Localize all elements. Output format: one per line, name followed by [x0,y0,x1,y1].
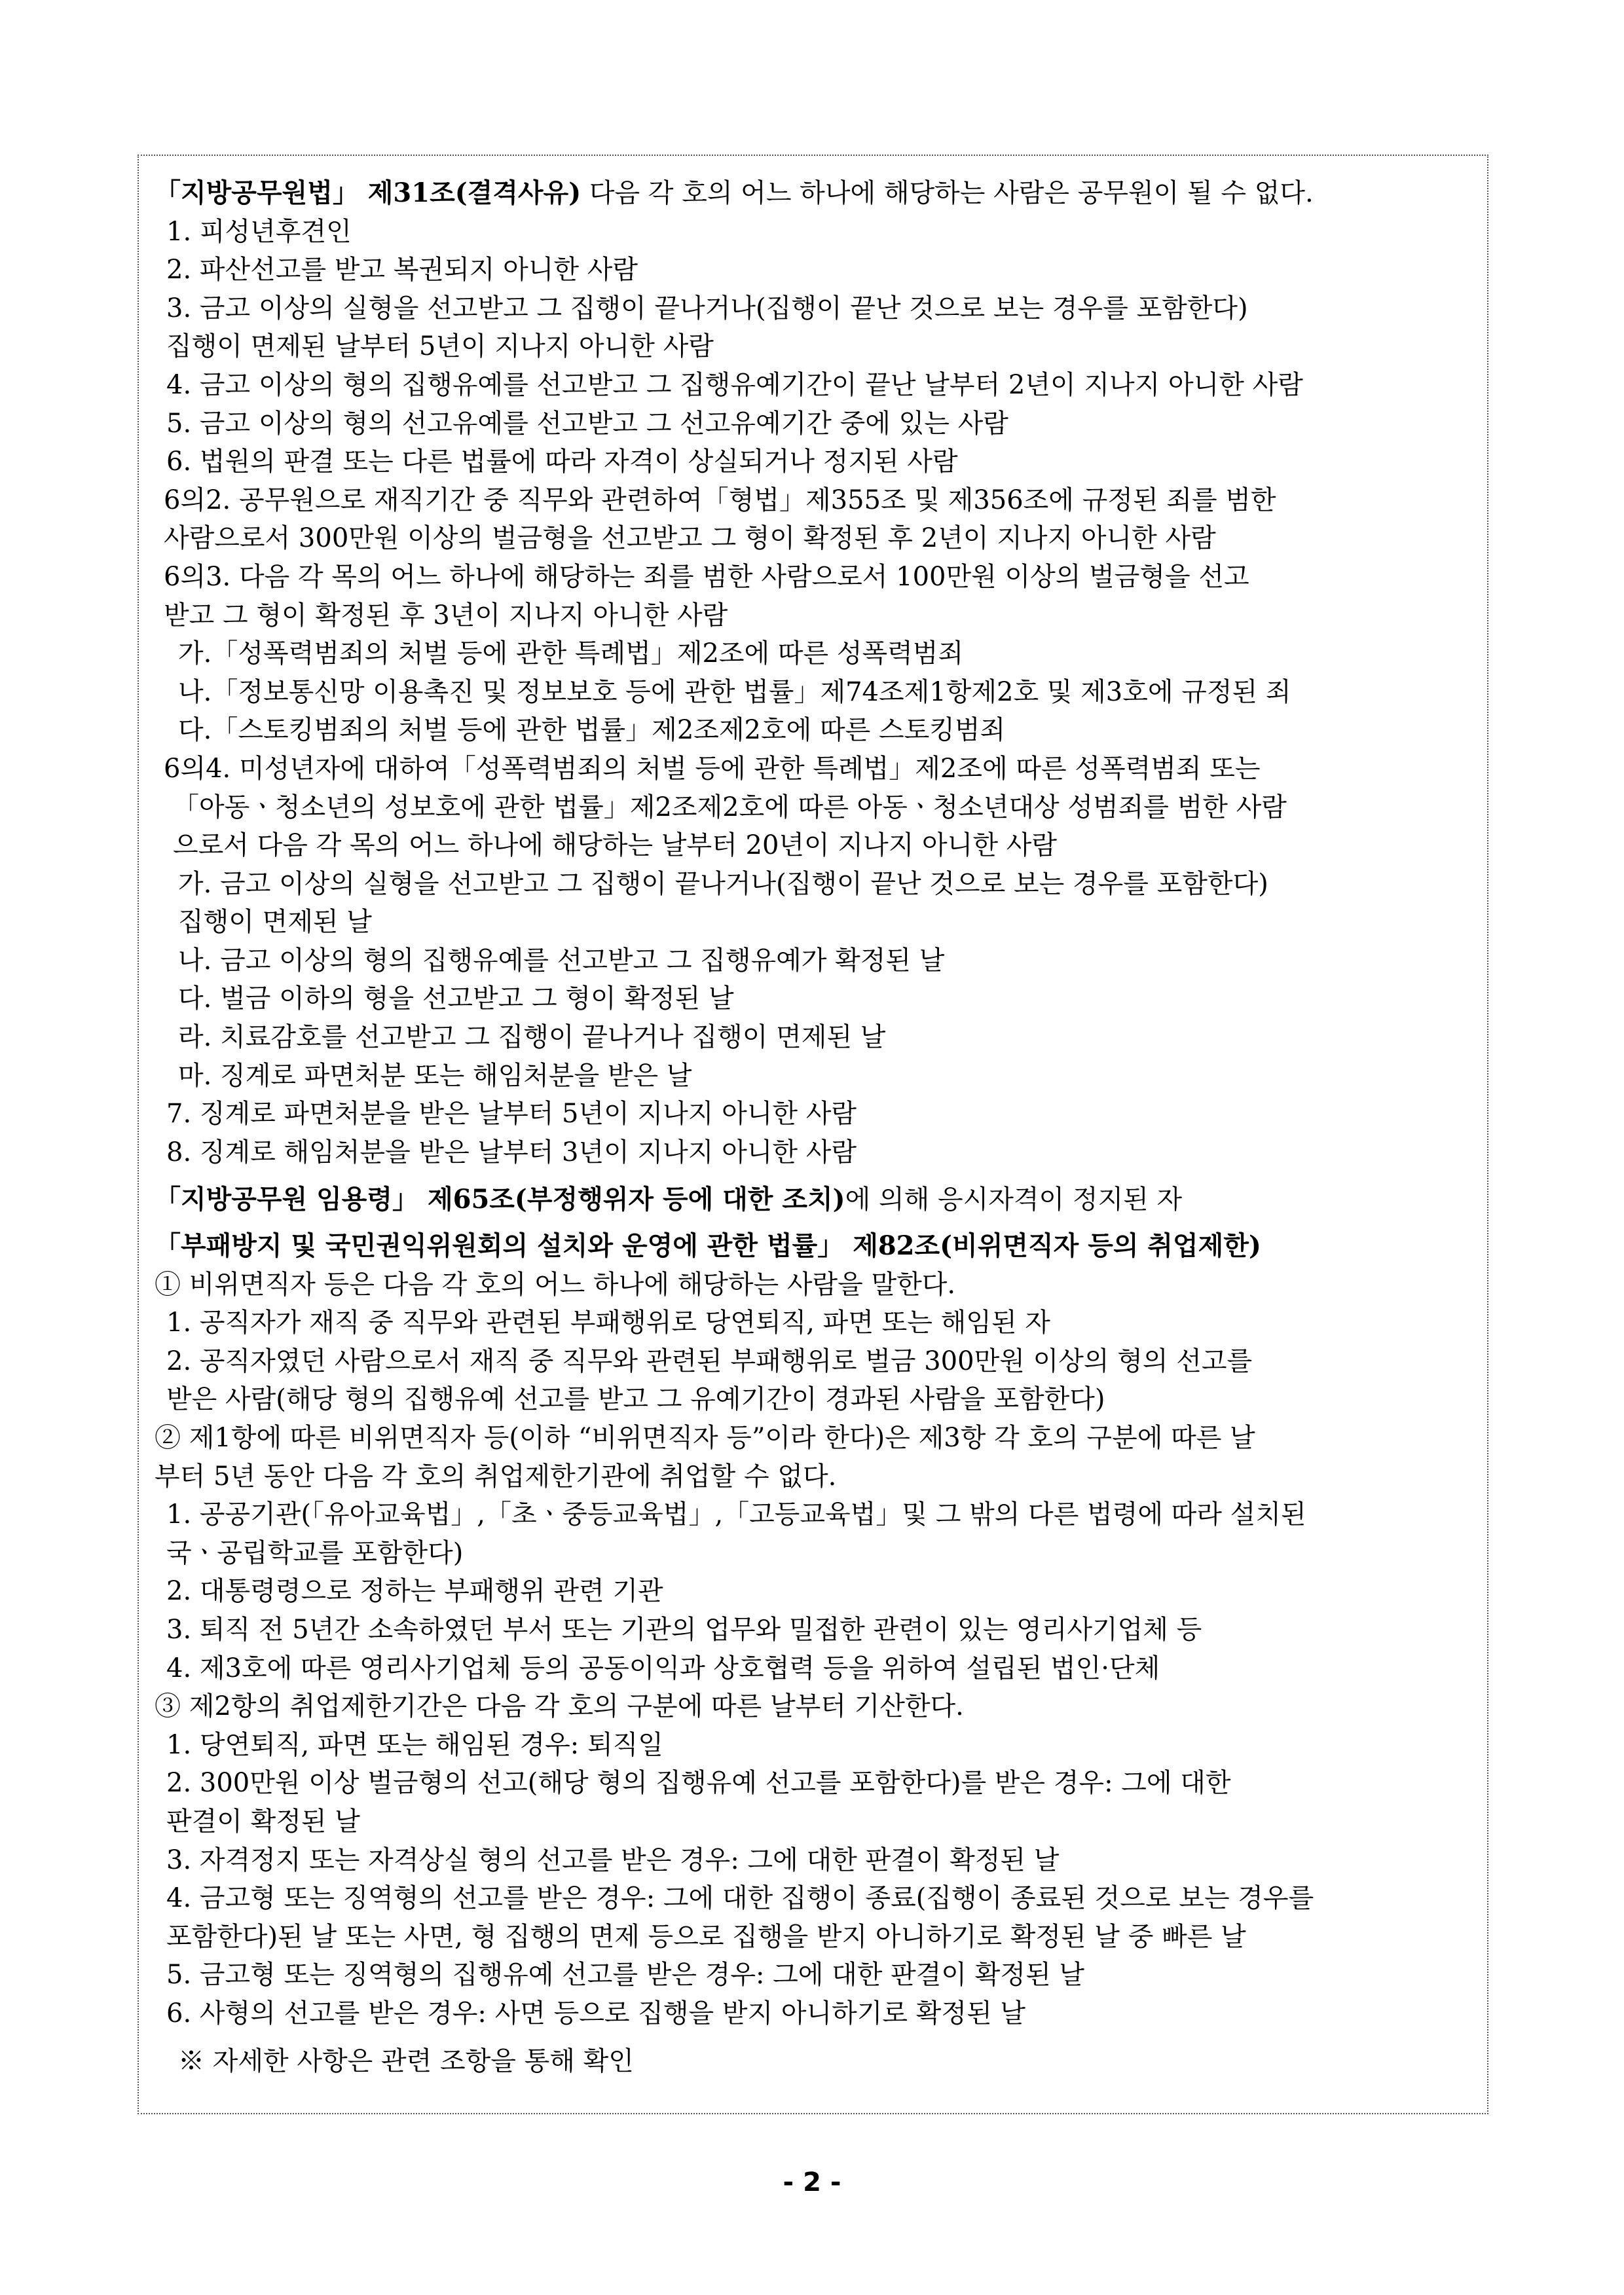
heading-bold-text: 「지방공무원법」 제31조(결격사유) [155,177,581,208]
paragraph-item: 부터 5년 동안 다음 각 호의 취업제한기관에 취업할 수 없다. [155,1461,837,1492]
list-item: 3. 금고 이상의 실형을 선고받고 그 집행이 끝나거나(집행이 끝난 것으로 보는 경우를 포함한다) [166,293,1248,323]
list-item: 6의3. 다음 각 목의 어느 하나에 해당하는 죄를 범한 사람으로서 100만원 이상의 벌금형을 선고 [164,561,1249,592]
list-item: 사람으로서 300만원 이상의 벌금형을 선고받고 그 형이 확정된 후 2년이 지나지 아니한 사람 [164,523,1216,554]
paragraph-item: ① 비위면직자 등은 다음 각 호의 어느 하나에 해당하는 사람을 말한다. [155,1269,956,1300]
list-item: 집행이 면제된 날부터 5년이 지나지 아니한 사람 [166,331,714,362]
sub-list-item: 라. 치료감호를 선고받고 그 집행이 끝나거나 집행이 면제된 날 [178,1022,886,1053]
list-item: 4. 제3호에 따른 영리사기업체 등의 공동이익과 상호협력 등을 위하여 설립된 법인·단체 [166,1653,1160,1683]
heading-rest-text: 에 의해 응시자격이 정지된 자 [845,1184,1183,1215]
list-item: 6. 법원의 판결 또는 다른 법률에 따라 자격이 상실되거나 정지된 사람 [166,447,958,477]
sub-list-item: 다. 벌금 이하의 형을 선고받고 그 형이 확정된 날 [178,983,734,1014]
paragraph-item: ③ 제2항의 취업제한기간은 다음 각 호의 구분에 따른 날부터 기산한다. [155,1691,964,1722]
section-heading-anti-corruption-act: 「부패방지 및 국민권익위원회의 설치와 운영에 관한 법률」 제82조(비위면직자 등의 취업제한) [155,1230,1261,1262]
list-item: 2. 공직자였던 사람으로서 재직 중 직무와 관련된 부패행위로 벌금 300만원 이상의 형의 선고를 [166,1346,1253,1376]
list-item: 1. 공직자가 재직 중 직무와 관련된 부패행위로 당연퇴직, 파면 또는 해임된 자 [166,1308,1050,1338]
document-box [138,155,1488,2114]
page-number: - 2 - [783,2167,841,2197]
list-item: 2. 300만원 이상 벌금형의 선고(해당 형의 집행유예 선고를 포함한다)를 받은 경우: 그에 대한 [166,1768,1231,1799]
list-item: 포함한다)된 날 또는 사면, 형 집행의 면제 등으로 집행을 받지 아니하기로 확정된 날 중 빠른 날 [166,1921,1246,1952]
sub-list-item: 나.「정보통신망 이용촉진 및 정보보호 등에 관한 법률」제74조제1항제2호 및 제3호에 규정된 죄 [178,676,1291,707]
heading-rest-text: 다음 각 호의 어느 하나에 해당하는 사람은 공무원이 될 수 없다. [581,178,1314,208]
reference-note: ※ 자세한 사항은 관련 조항을 통해 확인 [178,2046,634,2076]
list-item: 5. 금고형 또는 징역형의 집행유예 선고를 받은 경우: 그에 대한 판결이 확정된 날 [166,1960,1085,1991]
list-item: 1. 피성년후견인 [166,216,352,247]
list-item: 2. 파산선고를 받고 복권되지 아니한 사람 [166,255,638,285]
list-item: 1. 공공기관(「유아교육법」,「초ㆍ중등교육법」,「고등교육법」및 그 밖의 다른 법령에 따라 설치된 [166,1499,1306,1530]
list-item: 2. 대통령령으로 정하는 부패행위 관련 기관 [166,1576,663,1607]
list-item: 으로서 다음 각 목의 어느 하나에 해당하는 날부터 20년이 지나지 아니한 사람 [173,830,1057,861]
list-item: 6의2. 공무원으로 재직기간 중 직무와 관련하여「형법」제355조 및 제356조에 규정된 죄를 범한 [164,485,1276,515]
section-heading-local-civil-service-act [155,174,1487,213]
list-item: 「아동ㆍ청소년의 성보호에 관한 법률」제2조제2호에 따른 아동ㆍ청소년대상 성범죄를 범한 사람 [173,792,1287,822]
list-item: 4. 금고형 또는 징역형의 선고를 받은 경우: 그에 대한 집행이 종료(집행이 종료된 것으로 보는 경우를 [166,1883,1314,1914]
list-item: 1. 당연퇴직, 파면 또는 해임된 경우: 퇴직일 [166,1729,663,1760]
sub-list-item: 마. 징계로 파면처분 또는 해임처분을 받은 날 [178,1060,692,1091]
list-item: 7. 징계로 파면처분을 받은 날부터 5년이 지나지 아니한 사람 [166,1099,857,1129]
list-item: 3. 퇴직 전 5년간 소속하였던 부서 또는 기관의 업무와 밀접한 관련이 있는 영리사기업체 등 [166,1614,1202,1645]
list-item: 6의4. 미성년자에 대하여「성폭력범죄의 처벌 등에 관한 특례법」제2조에 따른 성폭력범죄 또는 [164,753,1261,784]
list-item: 5. 금고 이상의 형의 선고유예를 선고받고 그 선고유예기간 중에 있는 사람 [166,408,1008,439]
sub-list-item: 다.「스토킹범죄의 처벌 등에 관한 법률」제2조제2호에 따른 스토킹범죄 [178,715,1006,746]
list-item: 국ㆍ공립학교를 포함한다) [166,1537,464,1568]
section-heading-appointment-decree [155,1181,1487,1219]
list-item: 받은 사람(해당 형의 집행유예 선고를 받고 그 유예기간이 경과된 사람을 포함한다) [166,1384,1105,1415]
heading-bold-text: 「지방공무원 임용령」 제65조(부정행위자 등에 대한 조치) [155,1184,845,1215]
sub-list-item: 나. 금고 이상의 형의 집행유예를 선고받고 그 집행유예가 확정된 날 [178,945,945,976]
sub-list-item: 가. 금고 이상의 실형을 선고받고 그 집행이 끝나거나(집행이 끝난 것으로 보는 경우를 포함한다) [178,868,1268,899]
paragraph-item: ② 제1항에 따른 비위면직자 등(이하 “비위면직자 등”이라 한다)은 제3항 각 호의 구분에 따른 날 [155,1423,1255,1453]
list-item: 판결이 확정된 날 [166,1806,360,1837]
list-item: 받고 그 형이 확정된 후 3년이 지나지 아니한 사람 [164,600,728,631]
list-item: 4. 금고 이상의 형의 집행유예를 선고받고 그 집행유예기간이 끝난 날부터 2년이 지나지 아니한 사람 [166,369,1303,400]
list-item: 3. 자격정지 또는 자격상실 형의 선고를 받은 경우: 그에 대한 판결이 확정된 날 [166,1845,1060,1875]
list-item: 6. 사형의 선고를 받은 경우: 사면 등으로 집행을 받지 아니하기로 확정된 날 [166,1998,1026,2029]
sub-list-item: 가.「성폭력범죄의 처벌 등에 관한 특례법」제2조에 따른 성폭력범죄 [178,638,964,669]
sub-list-item: 집행이 면제된 날 [178,907,372,938]
list-item: 8. 징계로 해임처분을 받은 날부터 3년이 지나지 아니한 사람 [166,1137,857,1167]
